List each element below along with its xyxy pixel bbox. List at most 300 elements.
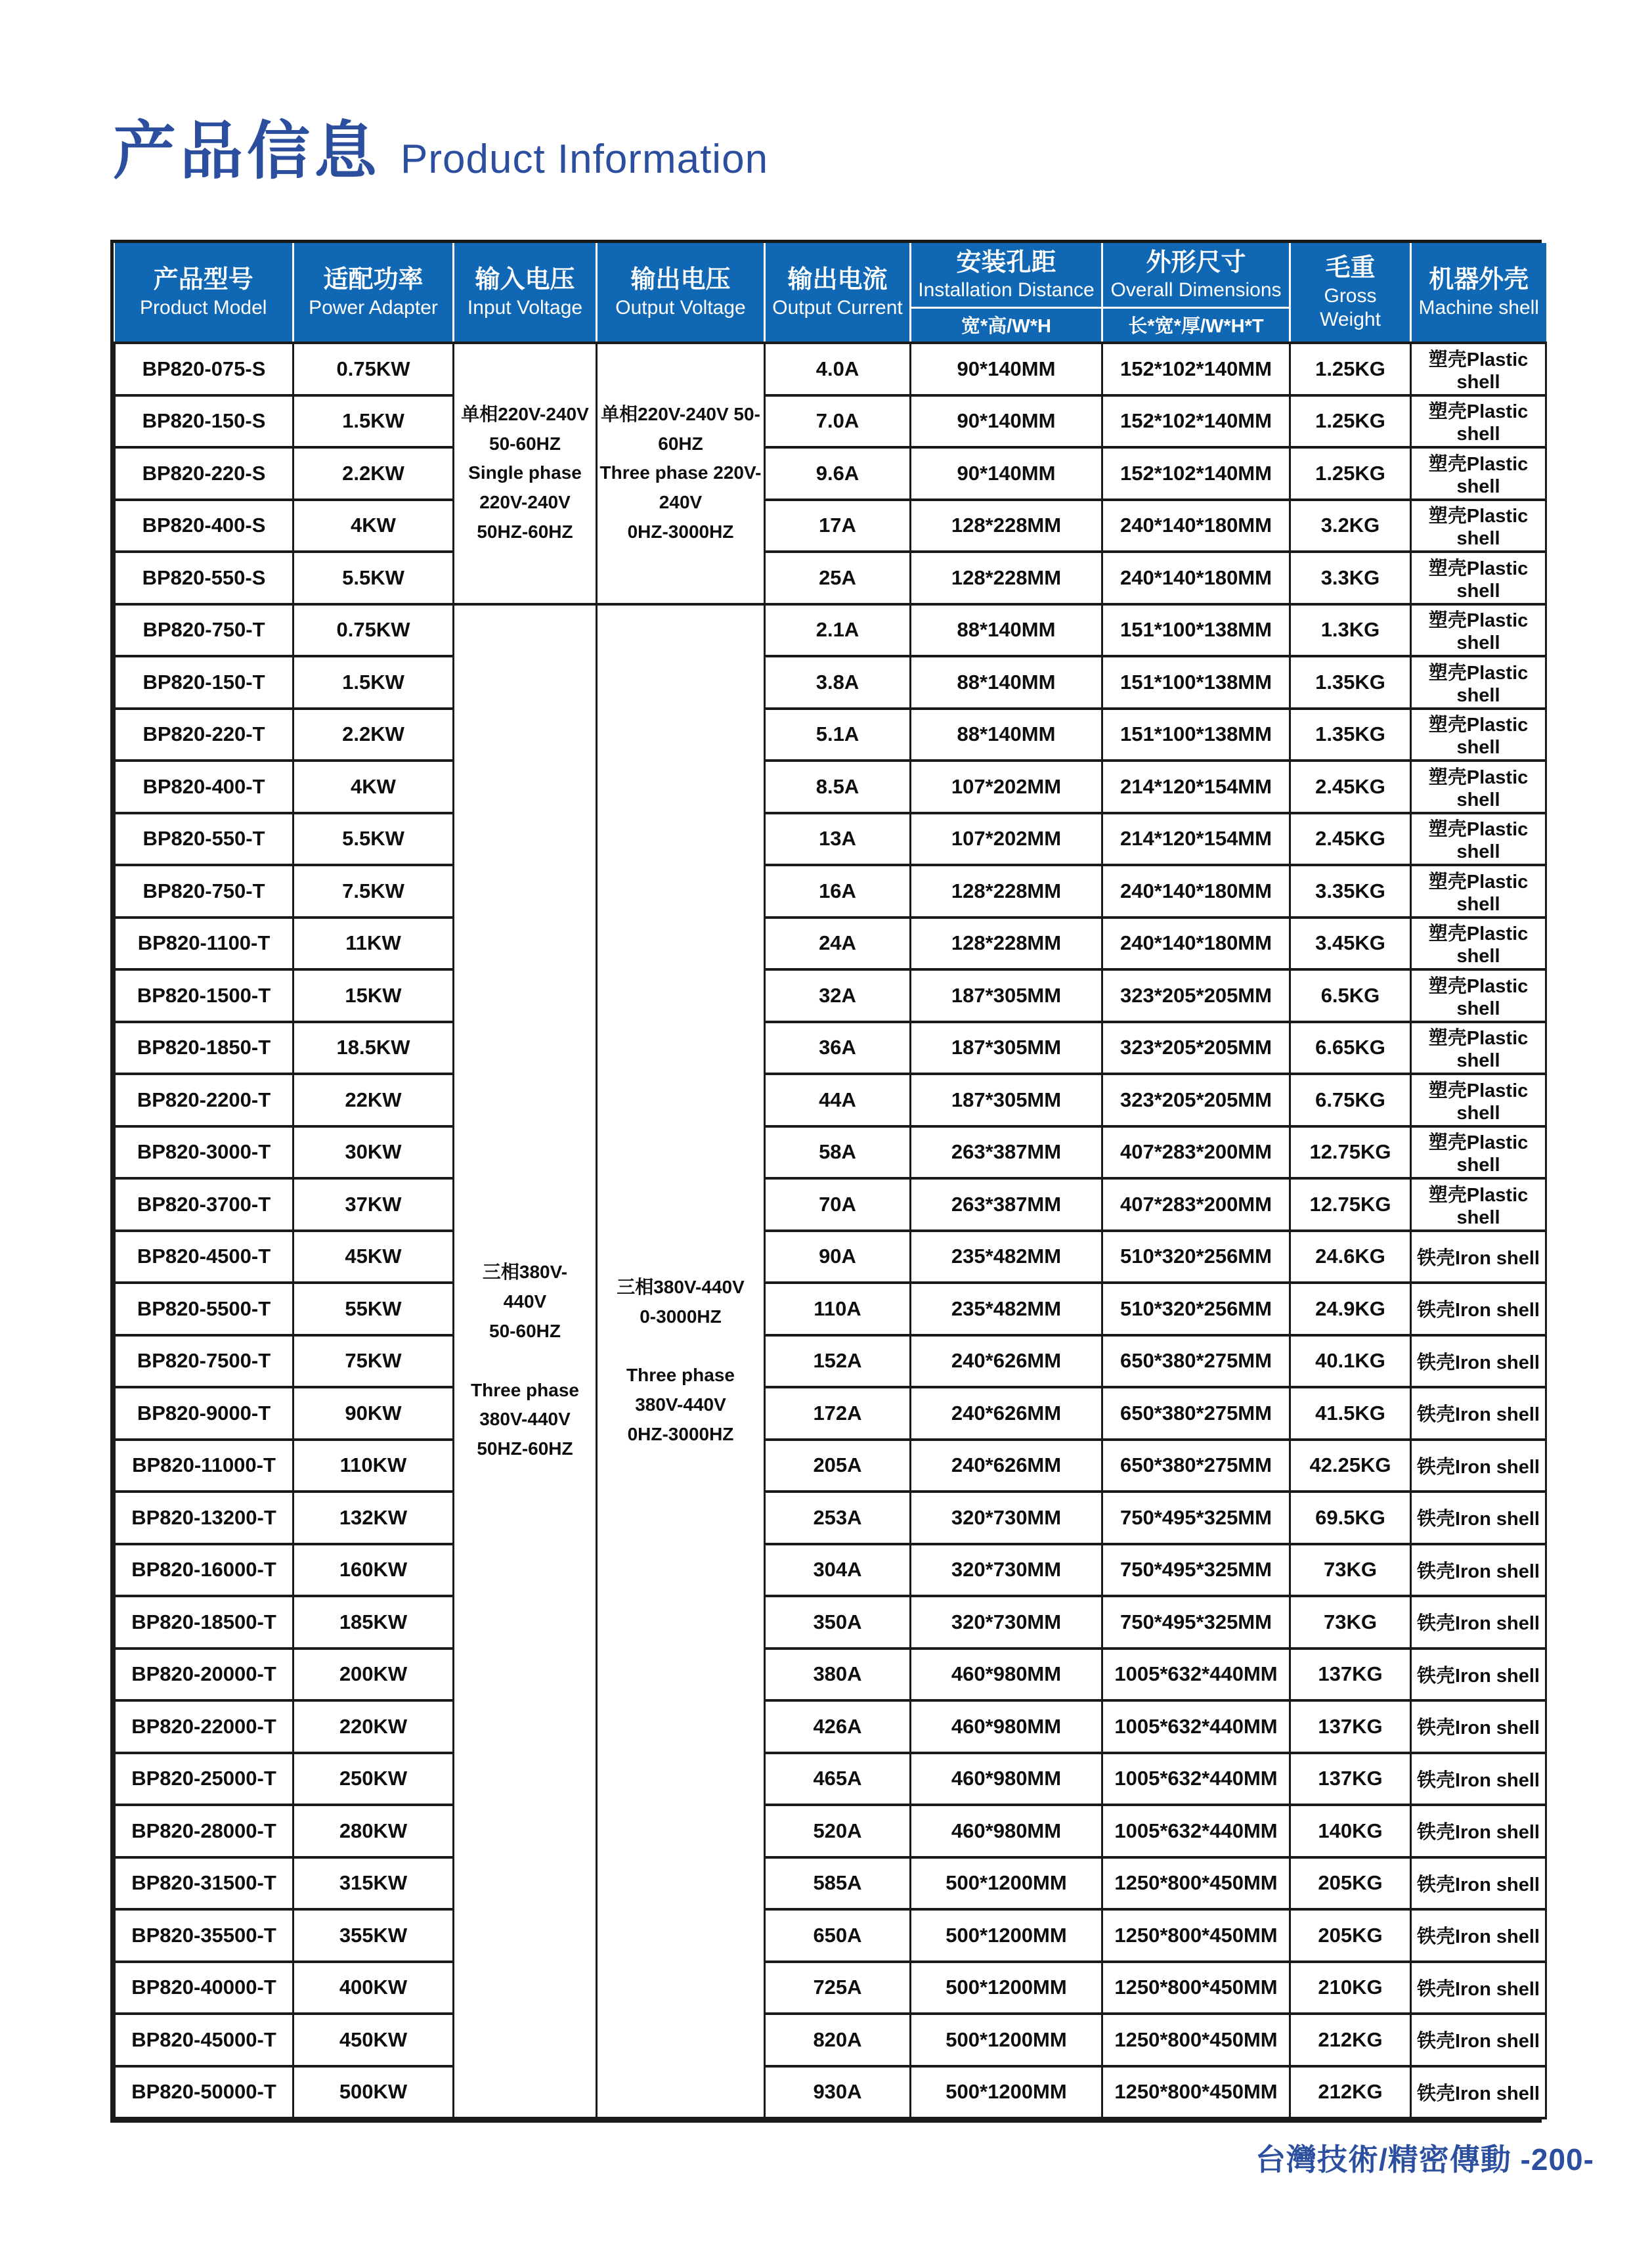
table-row bbox=[115, 1387, 1546, 1440]
cell-installation-distance: 88*140MM bbox=[911, 604, 1102, 657]
cell-input-voltage: 单相220V-240V 50-60HZ Single phase 220V-240V 50HZ-60HZ bbox=[454, 343, 597, 604]
cell-installation-distance: 107*202MM bbox=[911, 761, 1102, 813]
cell-gross-weight: 1.25KG bbox=[1290, 343, 1411, 395]
cell-installation-distance: 263*387MM bbox=[911, 1126, 1102, 1179]
cell-overall-dimensions: 510*320*256MM bbox=[1102, 1231, 1290, 1283]
cell-machine-shell: 铁壳Iron shell bbox=[1411, 2066, 1546, 2119]
table-row bbox=[115, 395, 1546, 448]
cell-power-adapter: 220KW bbox=[293, 1700, 454, 1753]
cell-gross-weight: 1.3KG bbox=[1290, 604, 1411, 657]
cell-output-current: 3.8A bbox=[765, 656, 911, 709]
cell-output-current: 930A bbox=[765, 2066, 911, 2119]
cell-product-model: BP820-550-T bbox=[115, 813, 293, 866]
header-label-en: Input Voltage bbox=[467, 296, 583, 319]
cell-installation-distance: 187*305MM bbox=[911, 1022, 1102, 1074]
cell-power-adapter: 5.5KW bbox=[293, 552, 454, 604]
header-label-en: Output Current bbox=[772, 296, 903, 319]
cell-overall-dimensions: 323*205*205MM bbox=[1102, 969, 1290, 1022]
header-row-main bbox=[115, 243, 1546, 307]
cell-installation-distance: 500*1200MM bbox=[911, 2066, 1102, 2119]
cell-product-model: BP820-22000-T bbox=[115, 1700, 293, 1753]
cell-installation-distance: 320*730MM bbox=[911, 1596, 1102, 1649]
cell-product-model: BP820-150-T bbox=[115, 656, 293, 709]
cell-power-adapter: 355KW bbox=[293, 1909, 454, 1962]
cell-power-adapter: 2.2KW bbox=[293, 447, 454, 500]
cell-output-current: 465A bbox=[765, 1753, 911, 1805]
cell-overall-dimensions: 650*380*275MM bbox=[1102, 1440, 1290, 1492]
cell-machine-shell: 铁壳Iron shell bbox=[1411, 1492, 1546, 1544]
cell-machine-shell: 铁壳Iron shell bbox=[1411, 1857, 1546, 1910]
cell-product-model: BP820-20000-T bbox=[115, 1649, 293, 1701]
cell-power-adapter: 30KW bbox=[293, 1126, 454, 1179]
cell-power-adapter: 200KW bbox=[293, 1649, 454, 1701]
cell-gross-weight: 6.5KG bbox=[1290, 969, 1411, 1022]
table-row bbox=[115, 1962, 1546, 2014]
column-header-power-adapter bbox=[293, 243, 454, 343]
column-subheader-width-height: 宽*高/W*H bbox=[911, 307, 1102, 343]
cell-product-model: BP820-3700-T bbox=[115, 1178, 293, 1231]
cell-installation-distance: 88*140MM bbox=[911, 656, 1102, 709]
header-label-zh: 输出电压 bbox=[630, 266, 731, 294]
header-label-zh: 机器外壳 bbox=[1429, 266, 1529, 294]
cell-gross-weight: 73KG bbox=[1290, 1596, 1411, 1649]
cell-gross-weight: 205KG bbox=[1290, 1857, 1411, 1910]
cell-overall-dimensions: 1250*800*450MM bbox=[1102, 2014, 1290, 2066]
cell-overall-dimensions: 152*102*140MM bbox=[1102, 447, 1290, 500]
cell-product-model: BP820-1500-T bbox=[115, 969, 293, 1022]
cell-overall-dimensions: 240*140*180MM bbox=[1102, 552, 1290, 604]
cell-output-current: 350A bbox=[765, 1596, 911, 1649]
cell-machine-shell: 塑壳Plastic shell bbox=[1411, 813, 1546, 866]
cell-gross-weight: 212KG bbox=[1290, 2014, 1411, 2066]
cell-product-model: BP820-550-S bbox=[115, 552, 293, 604]
cell-power-adapter: 1.5KW bbox=[293, 395, 454, 448]
cell-machine-shell: 塑壳Plastic shell bbox=[1411, 343, 1546, 395]
cell-installation-distance: 460*980MM bbox=[911, 1649, 1102, 1701]
cell-output-current: 13A bbox=[765, 813, 911, 866]
cell-product-model: BP820-9000-T bbox=[115, 1387, 293, 1440]
cell-installation-distance: 460*980MM bbox=[911, 1753, 1102, 1805]
cell-overall-dimensions: 1250*800*450MM bbox=[1102, 2066, 1290, 2119]
cell-installation-distance: 460*980MM bbox=[911, 1700, 1102, 1753]
table-row bbox=[115, 1074, 1546, 1126]
cell-power-adapter: 280KW bbox=[293, 1805, 454, 1857]
cell-overall-dimensions: 152*102*140MM bbox=[1102, 395, 1290, 448]
column-header-installation-distance bbox=[911, 243, 1102, 307]
cell-product-model: BP820-075-S bbox=[115, 343, 293, 395]
cell-output-current: 17A bbox=[765, 500, 911, 552]
cell-gross-weight: 137KG bbox=[1290, 1700, 1411, 1753]
table-row bbox=[115, 1700, 1546, 1753]
cell-output-current: 24A bbox=[765, 918, 911, 970]
cell-overall-dimensions: 214*120*154MM bbox=[1102, 813, 1290, 866]
cell-machine-shell: 塑壳Plastic shell bbox=[1411, 709, 1546, 761]
cell-installation-distance: 90*140MM bbox=[911, 343, 1102, 395]
cell-installation-distance: 107*202MM bbox=[911, 813, 1102, 866]
cell-overall-dimensions: 650*380*275MM bbox=[1102, 1387, 1290, 1440]
cell-product-model: BP820-1850-T bbox=[115, 1022, 293, 1074]
cell-product-model: BP820-400-S bbox=[115, 500, 293, 552]
cell-output-current: 110A bbox=[765, 1283, 911, 1335]
cell-overall-dimensions: 510*320*256MM bbox=[1102, 1283, 1290, 1335]
header-label-zh: 外形尺寸 bbox=[1146, 248, 1246, 277]
header-label-zh: 输出电流 bbox=[787, 266, 888, 294]
cell-product-model: BP820-11000-T bbox=[115, 1440, 293, 1492]
cell-installation-distance: 500*1200MM bbox=[911, 1857, 1102, 1910]
cell-power-adapter: 18.5KW bbox=[293, 1022, 454, 1074]
header-label-en: Gross Weight bbox=[1320, 284, 1381, 330]
cell-installation-distance: 187*305MM bbox=[911, 1074, 1102, 1126]
cell-gross-weight: 2.45KG bbox=[1290, 761, 1411, 813]
cell-overall-dimensions: 1005*632*440MM bbox=[1102, 1649, 1290, 1701]
cell-gross-weight: 12.75KG bbox=[1290, 1178, 1411, 1231]
cell-overall-dimensions: 323*205*205MM bbox=[1102, 1022, 1290, 1074]
cell-machine-shell: 塑壳Plastic shell bbox=[1411, 761, 1546, 813]
table-row bbox=[115, 969, 1546, 1022]
cell-output-current: 152A bbox=[765, 1335, 911, 1388]
cell-output-current: 4.0A bbox=[765, 343, 911, 395]
table-row bbox=[115, 500, 1546, 552]
cell-installation-distance: 187*305MM bbox=[911, 969, 1102, 1022]
cell-product-model: BP820-7500-T bbox=[115, 1335, 293, 1388]
cell-machine-shell: 铁壳Iron shell bbox=[1411, 1805, 1546, 1857]
product-spec-table bbox=[110, 240, 1542, 2123]
cell-machine-shell: 塑壳Plastic shell bbox=[1411, 500, 1546, 552]
cell-gross-weight: 6.75KG bbox=[1290, 1074, 1411, 1126]
table-row bbox=[115, 1909, 1546, 1962]
cell-machine-shell: 铁壳Iron shell bbox=[1411, 1596, 1546, 1649]
cell-product-model: BP820-750-T bbox=[115, 604, 293, 657]
cell-machine-shell: 塑壳Plastic shell bbox=[1411, 552, 1546, 604]
header-label-en: Machine shell bbox=[1418, 296, 1539, 319]
cell-power-adapter: 55KW bbox=[293, 1283, 454, 1335]
table-row bbox=[115, 604, 1546, 657]
cell-overall-dimensions: 151*100*138MM bbox=[1102, 656, 1290, 709]
cell-gross-weight: 3.3KG bbox=[1290, 552, 1411, 604]
table-row bbox=[115, 2014, 1546, 2066]
cell-machine-shell: 塑壳Plastic shell bbox=[1411, 604, 1546, 657]
table-row bbox=[115, 865, 1546, 918]
table-row bbox=[115, 343, 1546, 395]
cell-machine-shell: 铁壳Iron shell bbox=[1411, 1962, 1546, 2014]
cell-power-adapter: 4KW bbox=[293, 761, 454, 813]
cell-gross-weight: 3.2KG bbox=[1290, 500, 1411, 552]
cell-output-current: 426A bbox=[765, 1700, 911, 1753]
cell-output-current: 5.1A bbox=[765, 709, 911, 761]
cell-overall-dimensions: 650*380*275MM bbox=[1102, 1335, 1290, 1388]
cell-power-adapter: 450KW bbox=[293, 2014, 454, 2066]
table-row bbox=[115, 709, 1546, 761]
cell-machine-shell: 塑壳Plastic shell bbox=[1411, 447, 1546, 500]
cell-product-model: BP820-5500-T bbox=[115, 1283, 293, 1335]
cell-machine-shell: 铁壳Iron shell bbox=[1411, 1231, 1546, 1283]
cell-machine-shell: 塑壳Plastic shell bbox=[1411, 1178, 1546, 1231]
table-row bbox=[115, 1440, 1546, 1492]
cell-machine-shell: 塑壳Plastic shell bbox=[1411, 1074, 1546, 1126]
cell-overall-dimensions: 152*102*140MM bbox=[1102, 343, 1290, 395]
table-row bbox=[115, 1596, 1546, 1649]
cell-installation-distance: 240*626MM bbox=[911, 1335, 1102, 1388]
table-row bbox=[115, 1178, 1546, 1231]
cell-gross-weight: 12.75KG bbox=[1290, 1126, 1411, 1179]
cell-power-adapter: 75KW bbox=[293, 1335, 454, 1388]
table-row bbox=[115, 1857, 1546, 1910]
cell-product-model: BP820-4500-T bbox=[115, 1231, 293, 1283]
table-row bbox=[115, 1544, 1546, 1597]
table-row bbox=[115, 1492, 1546, 1544]
table-row bbox=[115, 1335, 1546, 1388]
cell-overall-dimensions: 1005*632*440MM bbox=[1102, 1805, 1290, 1857]
cell-installation-distance: 128*228MM bbox=[911, 500, 1102, 552]
table-row bbox=[115, 1649, 1546, 1701]
header-label-zh: 适配功率 bbox=[323, 266, 424, 294]
cell-gross-weight: 69.5KG bbox=[1290, 1492, 1411, 1544]
cell-installation-distance: 235*482MM bbox=[911, 1283, 1102, 1335]
cell-machine-shell: 铁壳Iron shell bbox=[1411, 1440, 1546, 1492]
cell-gross-weight: 1.35KG bbox=[1290, 709, 1411, 761]
cell-machine-shell: 铁壳Iron shell bbox=[1411, 1909, 1546, 1962]
cell-product-model: BP820-35500-T bbox=[115, 1909, 293, 1962]
header-label-en: Overall Dimensions bbox=[1110, 279, 1282, 301]
cell-machine-shell: 铁壳Iron shell bbox=[1411, 1283, 1546, 1335]
cell-power-adapter: 0.75KW bbox=[293, 343, 454, 395]
cell-machine-shell: 铁壳Iron shell bbox=[1411, 1700, 1546, 1753]
cell-output-current: 7.0A bbox=[765, 395, 911, 448]
cell-overall-dimensions: 1005*632*440MM bbox=[1102, 1700, 1290, 1753]
cell-installation-distance: 88*140MM bbox=[911, 709, 1102, 761]
header-label-en: Output Voltage bbox=[615, 296, 746, 319]
cell-overall-dimensions: 407*283*200MM bbox=[1102, 1178, 1290, 1231]
cell-gross-weight: 212KG bbox=[1290, 2066, 1411, 2119]
cell-machine-shell: 塑壳Plastic shell bbox=[1411, 1022, 1546, 1074]
cell-gross-weight: 1.25KG bbox=[1290, 447, 1411, 500]
cell-output-current: 25A bbox=[765, 552, 911, 604]
cell-power-adapter: 0.75KW bbox=[293, 604, 454, 657]
cell-overall-dimensions: 1005*632*440MM bbox=[1102, 1753, 1290, 1805]
cell-installation-distance: 320*730MM bbox=[911, 1544, 1102, 1597]
cell-machine-shell: 铁壳Iron shell bbox=[1411, 1335, 1546, 1388]
cell-overall-dimensions: 323*205*205MM bbox=[1102, 1074, 1290, 1126]
cell-product-model: BP820-40000-T bbox=[115, 1962, 293, 2014]
cell-power-adapter: 45KW bbox=[293, 1231, 454, 1283]
cell-machine-shell: 铁壳Iron shell bbox=[1411, 1544, 1546, 1597]
cell-product-model: BP820-220-T bbox=[115, 709, 293, 761]
header-label-en: Product Model bbox=[140, 296, 267, 319]
cell-machine-shell: 铁壳Iron shell bbox=[1411, 1649, 1546, 1701]
header-label-en: Installation Distance bbox=[918, 279, 1095, 301]
table-row bbox=[115, 1753, 1546, 1805]
cell-output-current: 520A bbox=[765, 1805, 911, 1857]
cell-output-current: 725A bbox=[765, 1962, 911, 2014]
column-header-input-voltage bbox=[454, 243, 597, 343]
cell-gross-weight: 140KG bbox=[1290, 1805, 1411, 1857]
column-header-gross-weight bbox=[1290, 243, 1411, 343]
cell-power-adapter: 15KW bbox=[293, 969, 454, 1022]
cell-power-adapter: 4KW bbox=[293, 500, 454, 552]
cell-gross-weight: 24.6KG bbox=[1290, 1231, 1411, 1283]
cell-machine-shell: 塑壳Plastic shell bbox=[1411, 969, 1546, 1022]
column-subheader-length-width-thickness: 长*宽*厚/W*H*T bbox=[1102, 307, 1290, 343]
cell-overall-dimensions: 214*120*154MM bbox=[1102, 761, 1290, 813]
cell-installation-distance: 240*626MM bbox=[911, 1440, 1102, 1492]
column-header-output-voltage bbox=[597, 243, 765, 343]
cell-power-adapter: 37KW bbox=[293, 1178, 454, 1231]
column-header-machine-shell bbox=[1411, 243, 1546, 343]
cell-product-model: BP820-25000-T bbox=[115, 1753, 293, 1805]
cell-installation-distance: 90*140MM bbox=[911, 395, 1102, 448]
cell-product-model: BP820-750-T bbox=[115, 865, 293, 918]
cell-machine-shell: 铁壳Iron shell bbox=[1411, 2014, 1546, 2066]
page-footer: 台灣技術/精密傳動 -200- bbox=[1255, 2142, 1594, 2177]
cell-power-adapter: 2.2KW bbox=[293, 709, 454, 761]
cell-output-current: 205A bbox=[765, 1440, 911, 1492]
cell-power-adapter: 315KW bbox=[293, 1857, 454, 1910]
cell-overall-dimensions: 151*100*138MM bbox=[1102, 709, 1290, 761]
header-label-en: Power Adapter bbox=[309, 296, 438, 319]
cell-installation-distance: 320*730MM bbox=[911, 1492, 1102, 1544]
cell-product-model: BP820-50000-T bbox=[115, 2066, 293, 2119]
cell-output-current: 90A bbox=[765, 1231, 911, 1283]
page-title bbox=[113, 117, 768, 187]
cell-output-current: 820A bbox=[765, 2014, 911, 2066]
table-row bbox=[115, 656, 1546, 709]
cell-machine-shell: 铁壳Iron shell bbox=[1411, 1753, 1546, 1805]
cell-machine-shell: 塑壳Plastic shell bbox=[1411, 918, 1546, 970]
cell-product-model: BP820-45000-T bbox=[115, 2014, 293, 2066]
cell-output-current: 36A bbox=[765, 1022, 911, 1074]
cell-power-adapter: 5.5KW bbox=[293, 813, 454, 866]
cell-output-current: 32A bbox=[765, 969, 911, 1022]
cell-overall-dimensions: 750*495*325MM bbox=[1102, 1544, 1290, 1597]
cell-installation-distance: 235*482MM bbox=[911, 1231, 1102, 1283]
cell-gross-weight: 2.45KG bbox=[1290, 813, 1411, 866]
cell-product-model: BP820-1100-T bbox=[115, 918, 293, 970]
cell-overall-dimensions: 1250*800*450MM bbox=[1102, 1857, 1290, 1910]
cell-product-model: BP820-13200-T bbox=[115, 1492, 293, 1544]
cell-machine-shell: 塑壳Plastic shell bbox=[1411, 865, 1546, 918]
header-label-zh: 输入电压 bbox=[475, 266, 575, 294]
table-row bbox=[115, 2066, 1546, 2119]
cell-installation-distance: 128*228MM bbox=[911, 865, 1102, 918]
cell-power-adapter: 160KW bbox=[293, 1544, 454, 1597]
cell-gross-weight: 40.1KG bbox=[1290, 1335, 1411, 1388]
cell-overall-dimensions: 1250*800*450MM bbox=[1102, 1962, 1290, 2014]
table-row bbox=[115, 918, 1546, 970]
cell-overall-dimensions: 750*495*325MM bbox=[1102, 1596, 1290, 1649]
cell-power-adapter: 185KW bbox=[293, 1596, 454, 1649]
table-row bbox=[115, 1231, 1546, 1283]
cell-gross-weight: 1.25KG bbox=[1290, 395, 1411, 448]
cell-output-voltage: 单相220V-240V 50- 60HZ Three phase 220V- 240V 0HZ-3000HZ bbox=[597, 343, 765, 604]
cell-output-current: 58A bbox=[765, 1126, 911, 1179]
table-row bbox=[115, 447, 1546, 500]
cell-gross-weight: 137KG bbox=[1290, 1649, 1411, 1701]
cell-output-current: 253A bbox=[765, 1492, 911, 1544]
cell-output-current: 16A bbox=[765, 865, 911, 918]
cell-product-model: BP820-18500-T bbox=[115, 1596, 293, 1649]
cell-gross-weight: 6.65KG bbox=[1290, 1022, 1411, 1074]
cell-input-voltage: 三相380V- 440V 50-60HZ Three phase 380V-440V 50HZ-60HZ bbox=[454, 604, 597, 2119]
cell-overall-dimensions: 750*495*325MM bbox=[1102, 1492, 1290, 1544]
cell-installation-distance: 500*1200MM bbox=[911, 1909, 1102, 1962]
cell-output-current: 9.6A bbox=[765, 447, 911, 500]
cell-output-voltage: 三相380V-440V 0-3000HZ Three phase 380V-440V 0HZ-3000HZ bbox=[597, 604, 765, 2119]
table-row bbox=[115, 1022, 1546, 1074]
table-row bbox=[115, 761, 1546, 813]
table-row bbox=[115, 1805, 1546, 1857]
header-label-zh: 毛重 bbox=[1325, 254, 1376, 282]
cell-output-current: 650A bbox=[765, 1909, 911, 1962]
cell-power-adapter: 11KW bbox=[293, 918, 454, 970]
cell-machine-shell: 塑壳Plastic shell bbox=[1411, 1126, 1546, 1179]
cell-output-current: 8.5A bbox=[765, 761, 911, 813]
cell-power-adapter: 132KW bbox=[293, 1492, 454, 1544]
table-header bbox=[115, 243, 1546, 343]
cell-output-current: 44A bbox=[765, 1074, 911, 1126]
cell-installation-distance: 500*1200MM bbox=[911, 2014, 1102, 2066]
cell-product-model: BP820-16000-T bbox=[115, 1544, 293, 1597]
spec-table-body bbox=[115, 343, 1546, 2118]
cell-installation-distance: 128*228MM bbox=[911, 918, 1102, 970]
cell-installation-distance: 460*980MM bbox=[911, 1805, 1102, 1857]
cell-gross-weight: 210KG bbox=[1290, 1962, 1411, 2014]
table-row bbox=[115, 1283, 1546, 1335]
cell-power-adapter: 90KW bbox=[293, 1387, 454, 1440]
cell-machine-shell: 塑壳Plastic shell bbox=[1411, 656, 1546, 709]
column-header-output-current bbox=[765, 243, 911, 343]
cell-gross-weight: 205KG bbox=[1290, 1909, 1411, 1962]
cell-product-model: BP820-150-S bbox=[115, 395, 293, 448]
cell-installation-distance: 240*626MM bbox=[911, 1387, 1102, 1440]
cell-product-model: BP820-2200-T bbox=[115, 1074, 293, 1126]
cell-power-adapter: 500KW bbox=[293, 2066, 454, 2119]
cell-power-adapter: 7.5KW bbox=[293, 865, 454, 918]
cell-overall-dimensions: 240*140*180MM bbox=[1102, 865, 1290, 918]
table-row bbox=[115, 1126, 1546, 1179]
cell-output-current: 70A bbox=[765, 1178, 911, 1231]
cell-overall-dimensions: 240*140*180MM bbox=[1102, 918, 1290, 970]
cell-installation-distance: 263*387MM bbox=[911, 1178, 1102, 1231]
header-label-zh: 产品型号 bbox=[153, 266, 253, 294]
cell-gross-weight: 3.35KG bbox=[1290, 865, 1411, 918]
cell-machine-shell: 塑壳Plastic shell bbox=[1411, 395, 1546, 448]
cell-output-current: 304A bbox=[765, 1544, 911, 1597]
cell-output-current: 172A bbox=[765, 1387, 911, 1440]
page-title-zh: 产品信息 bbox=[113, 116, 381, 187]
cell-gross-weight: 42.25KG bbox=[1290, 1440, 1411, 1492]
cell-gross-weight: 3.45KG bbox=[1290, 918, 1411, 970]
cell-machine-shell: 铁壳Iron shell bbox=[1411, 1387, 1546, 1440]
cell-product-model: BP820-400-T bbox=[115, 761, 293, 813]
cell-overall-dimensions: 151*100*138MM bbox=[1102, 604, 1290, 657]
header-label-zh: 安装孔距 bbox=[956, 248, 1056, 277]
cell-gross-weight: 137KG bbox=[1290, 1753, 1411, 1805]
cell-gross-weight: 1.35KG bbox=[1290, 656, 1411, 709]
cell-power-adapter: 400KW bbox=[293, 1962, 454, 2014]
cell-overall-dimensions: 240*140*180MM bbox=[1102, 500, 1290, 552]
cell-output-current: 585A bbox=[765, 1857, 911, 1910]
cell-output-current: 380A bbox=[765, 1649, 911, 1701]
cell-power-adapter: 22KW bbox=[293, 1074, 454, 1126]
cell-overall-dimensions: 1250*800*450MM bbox=[1102, 1909, 1290, 1962]
table-row bbox=[115, 813, 1546, 866]
table-row bbox=[115, 552, 1546, 604]
cell-product-model: BP820-28000-T bbox=[115, 1805, 293, 1857]
cell-installation-distance: 90*140MM bbox=[911, 447, 1102, 500]
cell-gross-weight: 41.5KG bbox=[1290, 1387, 1411, 1440]
cell-product-model: BP820-3000-T bbox=[115, 1126, 293, 1179]
cell-installation-distance: 500*1200MM bbox=[911, 1962, 1102, 2014]
